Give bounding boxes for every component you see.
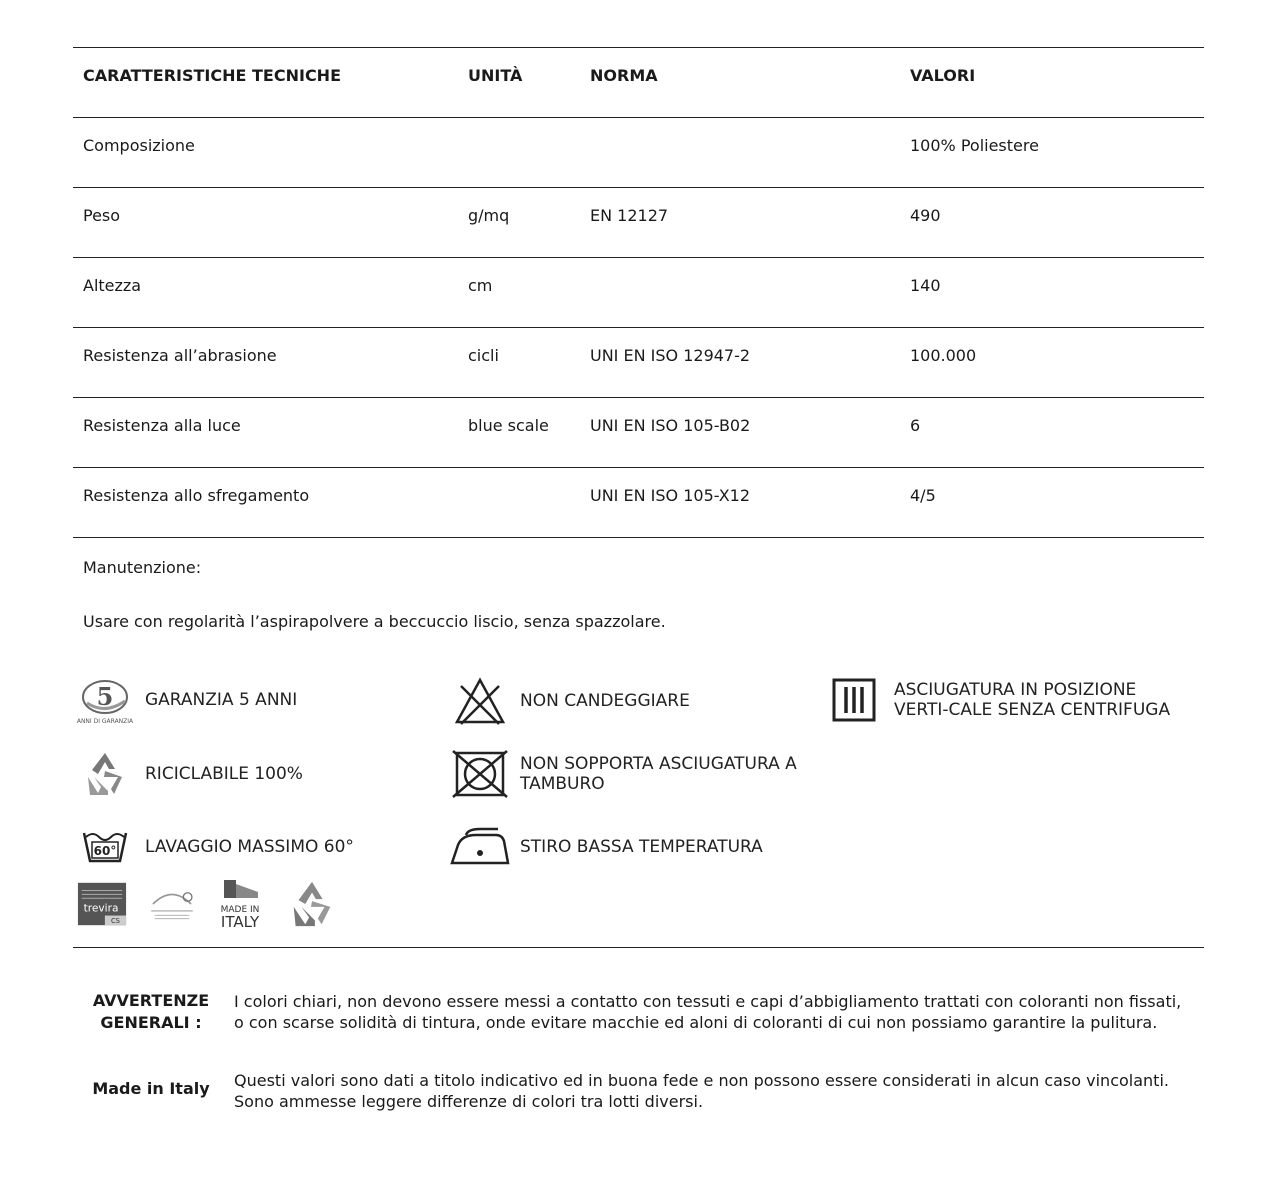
wash-temp: 60°: [93, 844, 117, 858]
spec-table-wrapper: [73, 47, 1204, 538]
maintenance-text: Usare con regolarità l’aspirapolvere a beccuccio liscio, senza spazzolare.: [83, 612, 666, 631]
avvertenze-title: AVVERTENZE GENERALI :: [92, 991, 210, 1032]
header-unita: UNITÀ: [458, 48, 580, 118]
care-label: RICICLABILE 100%: [145, 764, 303, 784]
trevira-text: trevira: [83, 902, 119, 915]
cell-value: 6: [900, 398, 1204, 468]
cell-unit: [458, 118, 580, 188]
maintenance-title: Manutenzione:: [83, 558, 202, 577]
certification-logos: [76, 878, 338, 930]
cell-characteristic: Peso: [73, 188, 458, 258]
cell-norm: UNI EN ISO 12947-2: [580, 328, 900, 398]
care-item-asciugatura: [824, 670, 1194, 730]
no-tumble-dry-icon: [450, 744, 510, 804]
made-in-italy-text: Questi valori sono dati a titolo indicativo ed in buona fede e non possono essere considerati in alcun caso vincolanti. Sono ammesse leggere differenze di colori tra lotti diversi.: [234, 1071, 1169, 1111]
cell-norm: [580, 258, 900, 328]
cell-norm: [580, 118, 900, 188]
cell-value: 490: [900, 188, 1204, 258]
care-label: NON CANDEGGIARE: [520, 691, 690, 711]
cell-value: 100.000: [900, 328, 1204, 398]
no-bleach-icon: [450, 671, 510, 731]
mii-line2: ITALY: [220, 913, 260, 930]
cell-unit: cicli: [458, 328, 580, 398]
warranty-number: 5: [96, 682, 114, 711]
cell-unit: cm: [458, 258, 580, 328]
table-row: [73, 398, 1204, 468]
cell-unit: [458, 468, 580, 538]
warranty-5-years-icon: [75, 670, 135, 730]
cell-value: 140: [900, 258, 1204, 328]
trevira-cs-logo: [76, 878, 128, 930]
drip-dry-icon: [824, 670, 884, 730]
header-valori: VALORI: [900, 48, 1204, 118]
header-norma: NORMA: [580, 48, 900, 118]
recycle-logo: [286, 878, 338, 930]
care-item-garanzia: [75, 670, 297, 730]
cell-value: 4/5: [900, 468, 1204, 538]
care-item-candeggiare: [450, 671, 690, 731]
cell-norm: EN 12127: [580, 188, 900, 258]
care-label: LAVAGGIO MASSIMO 60°: [145, 837, 354, 857]
made-in-italy-title: Made in Italy: [92, 1079, 210, 1098]
cell-characteristic: Altezza: [73, 258, 458, 328]
table-row: [73, 468, 1204, 538]
care-item-stiro: [450, 817, 763, 877]
cell-norm: UNI EN ISO 105-B02: [580, 398, 900, 468]
confidence-textile-logo: [146, 878, 198, 930]
care-label: GARANZIA 5 ANNI: [145, 690, 298, 710]
cell-unit: g/mq: [458, 188, 580, 258]
care-label: NON SOPPORTA ASCIUGATURA A TAMBURO: [520, 754, 797, 794]
cell-characteristic: Resistenza all’abrasione: [73, 328, 458, 398]
care-item-lavaggio: [75, 817, 354, 877]
table-row: [73, 118, 1204, 188]
section-divider: [73, 947, 1204, 948]
header-caratteristiche: CARATTERISTICHE TECNICHE: [73, 48, 458, 118]
care-item-riciclabile: [75, 744, 303, 804]
cell-unit: blue scale: [458, 398, 580, 468]
cell-characteristic: Resistenza allo sfregamento: [73, 468, 458, 538]
cell-characteristic: Resistenza alla luce: [73, 398, 458, 468]
made-in-italy-logo: [216, 878, 268, 930]
table-row: [73, 258, 1204, 328]
recycle-icon: [75, 744, 135, 804]
table-row: [73, 188, 1204, 258]
warranty-badge-text: ANNI DI GARANZIA: [76, 718, 134, 725]
mii-line1: MADE IN: [220, 905, 260, 915]
care-item-tamburo: [450, 744, 810, 804]
cell-characteristic: Composizione: [73, 118, 458, 188]
care-label: ASCIUGATURA IN POSIZIONE VERTI-CALE SENZA CENTRIFUGA: [894, 680, 1171, 720]
wash-60-icon: [75, 817, 135, 877]
avvertenze-text: I colori chiari, non devono essere messi a contatto con tessuti e capi d’abbigliamento trattati con coloranti non fissati, o con scarse solidità di tintura, onde evitare macchie ed aloni di coloranti di cui non possiamo garantire la pulitura.: [234, 992, 1182, 1032]
trevira-sub: CS: [110, 917, 120, 926]
table-header-row: [73, 48, 1204, 118]
care-label: STIRO BASSA TEMPERATURA: [520, 837, 763, 857]
table-row: [73, 328, 1204, 398]
iron-low-icon: [450, 817, 510, 877]
cell-value: 100% Poliestere: [900, 118, 1204, 188]
cell-norm: UNI EN ISO 105-X12: [580, 468, 900, 538]
spec-table: [73, 47, 1204, 538]
